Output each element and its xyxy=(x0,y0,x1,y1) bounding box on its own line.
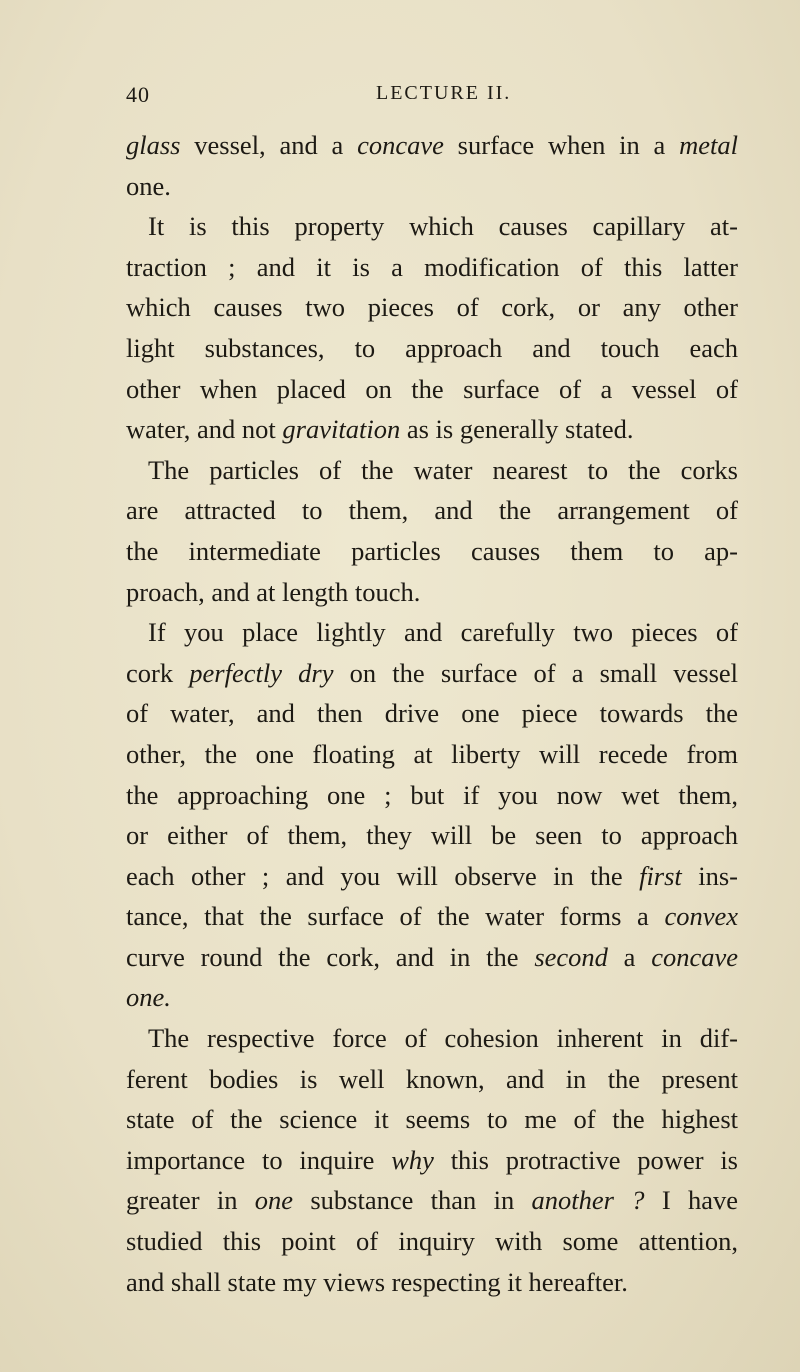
text-segment: a xyxy=(607,941,652,972)
text-line xyxy=(126,775,738,816)
text-segment: ins- xyxy=(681,860,739,891)
text-line xyxy=(126,247,738,288)
text-segment: proach, and at length touch. xyxy=(126,576,421,607)
text-segment: greater in xyxy=(126,1185,255,1216)
text-line xyxy=(126,896,738,937)
text-line xyxy=(126,1099,738,1140)
italic-text: why xyxy=(391,1144,434,1175)
text-segment: are attracted to them, and the arrangement of xyxy=(126,495,738,526)
text-line xyxy=(126,1180,738,1221)
text-line xyxy=(126,572,738,613)
text-segment: traction ; and it is a modification of this latter xyxy=(126,251,738,282)
italic-text: perfectly dry xyxy=(189,657,334,688)
italic-text: concave xyxy=(357,130,444,160)
text-segment: as is generally stated. xyxy=(400,414,634,445)
italic-text: concave xyxy=(651,941,738,972)
text-line xyxy=(126,531,738,572)
text-line xyxy=(126,612,738,653)
italic-text: metal xyxy=(679,130,738,160)
text-line xyxy=(126,328,738,369)
text-segment: The respective force of cohesion inherent in dif- xyxy=(148,1023,738,1054)
text-segment: state of the science it seems to me of the highest xyxy=(126,1104,738,1135)
text-line xyxy=(126,1221,738,1262)
text-line xyxy=(126,450,738,491)
text-line xyxy=(126,490,738,531)
text-line xyxy=(126,409,738,450)
text-segment: on the surface of a small vessel xyxy=(333,657,739,688)
text-segment: other when placed on the surface of a vessel of xyxy=(126,373,738,404)
text-segment: the intermediate particles causes them to ap- xyxy=(126,535,738,566)
italic-text: glass xyxy=(126,130,181,160)
text-line xyxy=(126,1059,738,1100)
text-line xyxy=(126,1140,738,1181)
text-segment: the approaching one ; but if you now wet them, xyxy=(126,779,738,810)
text-line xyxy=(126,653,738,694)
italic-text: convex xyxy=(664,901,738,932)
italic-text: one. xyxy=(126,982,171,1013)
text-line xyxy=(126,734,738,775)
text-segment: light substances, to approach and touch each xyxy=(126,332,738,363)
text-segment: this protractive power is xyxy=(433,1144,738,1175)
text-segment: each other ; and you will observe in the xyxy=(126,860,640,891)
text-line xyxy=(126,125,738,166)
text-segment: cork xyxy=(126,657,190,688)
text-segment: studied this point of inquiry with some attention, xyxy=(126,1226,738,1257)
text-line xyxy=(126,856,738,897)
text-line xyxy=(126,937,738,978)
text-segment: If you place lightly and carefully two pieces of xyxy=(148,617,738,648)
italic-text: another ? xyxy=(531,1185,645,1216)
text-segment: water, and not xyxy=(126,414,283,445)
body-text xyxy=(126,125,738,1302)
text-line xyxy=(126,977,738,1018)
italic-text: first xyxy=(639,860,682,891)
text-segment: other, the one floating at liberty will recede from xyxy=(126,738,738,769)
text-segment: which causes two pieces of cork, or any other xyxy=(126,292,738,323)
text-segment: vessel, and a xyxy=(180,130,358,160)
text-segment: curve round the cork, and in the xyxy=(126,941,535,972)
text-line xyxy=(126,1018,738,1059)
text-segment: and shall state my views respecting it hereafter. xyxy=(126,1266,628,1297)
text-line xyxy=(126,166,738,207)
page-number: 40 xyxy=(126,82,150,107)
text-segment: It is this property which causes capillary at- xyxy=(148,211,738,242)
italic-text: second xyxy=(534,941,608,972)
text-segment: ferent bodies is well known, and in the present xyxy=(126,1063,738,1094)
text-line xyxy=(126,206,738,247)
text-line xyxy=(126,693,738,734)
page-header xyxy=(126,82,720,112)
italic-text: one xyxy=(254,1185,294,1216)
text-segment: one. xyxy=(126,170,171,201)
text-segment: I have xyxy=(644,1185,738,1216)
text-segment: or either of them, they will be seen to approach xyxy=(126,820,738,851)
text-segment: surface when in a xyxy=(443,130,680,160)
text-segment: importance to inquire xyxy=(126,1144,392,1175)
text-segment: The particles of the water nearest to the corks xyxy=(148,454,738,485)
text-line xyxy=(126,1262,738,1303)
text-segment: of water, and then drive one piece towards the xyxy=(126,698,738,729)
text-line xyxy=(126,287,738,328)
text-line xyxy=(126,815,738,856)
running-head: LECTURE II. xyxy=(376,82,512,104)
text-line xyxy=(126,369,738,410)
text-segment: tance, that the surface of the water forms a xyxy=(126,901,665,932)
text-segment: substance than in xyxy=(293,1185,532,1216)
italic-text: gravitation xyxy=(282,414,401,445)
